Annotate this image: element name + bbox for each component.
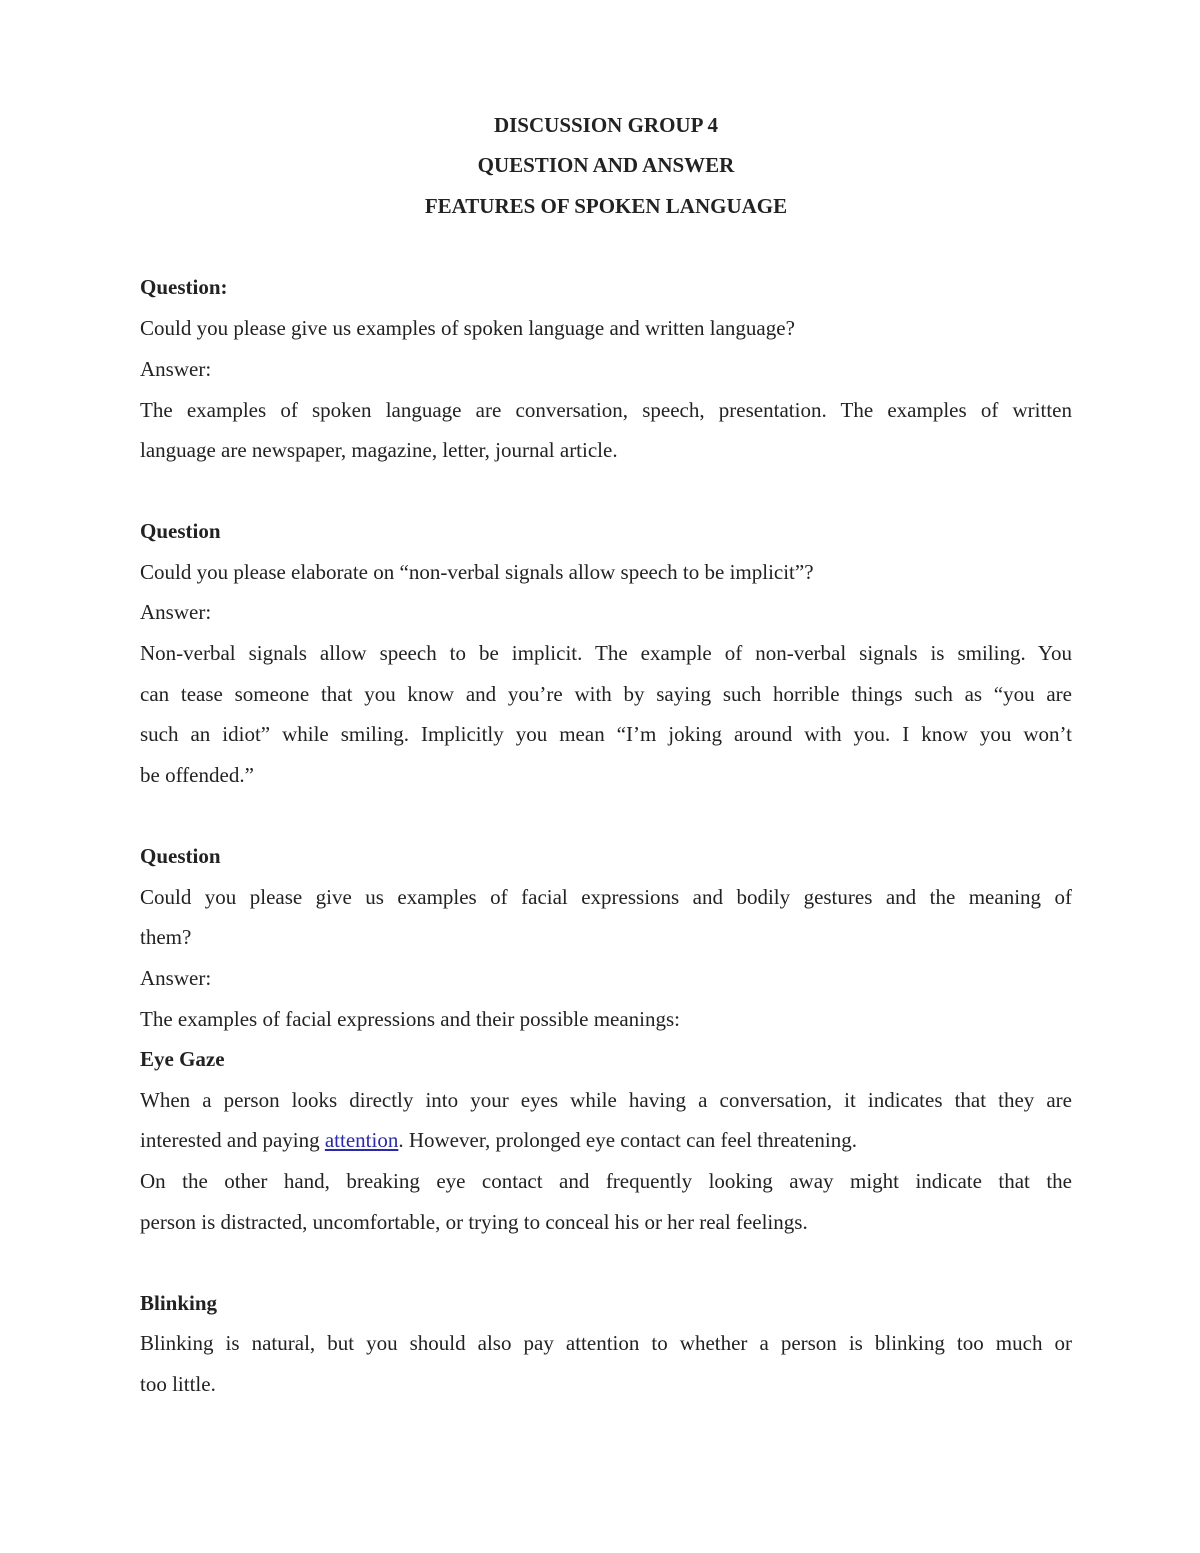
question-2-label: Question xyxy=(140,519,221,543)
question-3-label: Question xyxy=(140,844,221,868)
answer-2-line-4: be offended.” xyxy=(140,763,254,787)
answer-2-line-2: can tease someone that you know and you’re with by saying such horrible things such as “you are xyxy=(140,682,1072,706)
eye-gaze-heading: Eye Gaze xyxy=(140,1047,225,1071)
document-title-topic: FEATURES OF SPOKEN LANGUAGE xyxy=(424,194,788,218)
question-3-line-1: Could you please give us examples of facial expressions and bodily gestures and the meaning of xyxy=(140,885,1072,909)
answer-1-line-2: language are newspaper, magazine, letter, journal article. xyxy=(140,438,618,462)
eye-gaze-line-2 xyxy=(140,1120,1072,1160)
attention-link[interactable]: attention xyxy=(324,1128,399,1152)
question-1-text: Could you please give us examples of spoken language and written language? xyxy=(140,316,795,340)
eye-gaze-line-2-start: interested and paying xyxy=(140,1128,325,1152)
answer-2-line-1: Non-verbal signals allow speech to be implicit. The example of non-verbal signals is smiling. You xyxy=(140,641,1072,665)
answer-1-line-1: The examples of spoken language are conversation, speech, presentation. The examples of written xyxy=(140,398,1072,422)
document-title-type: QUESTION AND ANSWER xyxy=(477,153,735,177)
question-3-line-2: them? xyxy=(140,925,192,949)
document-title-group: DISCUSSION GROUP 4 xyxy=(493,113,719,137)
eye-gaze-line-3: On the other hand, breaking eye contact and frequently looking away might indicate that the xyxy=(140,1169,1072,1193)
question-1-label: Question: xyxy=(140,275,228,299)
eye-gaze-line-2-end: . However, prolonged eye contact can feel threatening. xyxy=(398,1128,857,1152)
question-2-text: Could you please elaborate on “non-verbal signals allow speech to be implicit”? xyxy=(140,560,814,584)
eye-gaze-line-4: person is distracted, uncomfortable, or trying to conceal his or her real feelings. xyxy=(140,1210,808,1234)
blinking-line-1: Blinking is natural, but you should also pay attention to whether a person is blinking too much or xyxy=(140,1331,1072,1355)
blinking-line-2: too little. xyxy=(140,1372,216,1396)
answer-3-label: Answer: xyxy=(140,966,212,990)
document-page xyxy=(140,0,1072,1553)
answer-1-label: Answer: xyxy=(140,357,212,381)
eye-gaze-line-1: When a person looks directly into your eyes while having a conversation, it indicates that they are xyxy=(140,1088,1072,1112)
blinking-heading: Blinking xyxy=(140,1291,218,1315)
answer-3-intro: The examples of facial expressions and their possible meanings: xyxy=(140,1007,681,1031)
answer-2-label: Answer: xyxy=(140,600,212,624)
answer-2-line-3: such an idiot” while smiling. Implicitly you mean “I’m joking around with you. I know you won’t xyxy=(140,722,1072,746)
